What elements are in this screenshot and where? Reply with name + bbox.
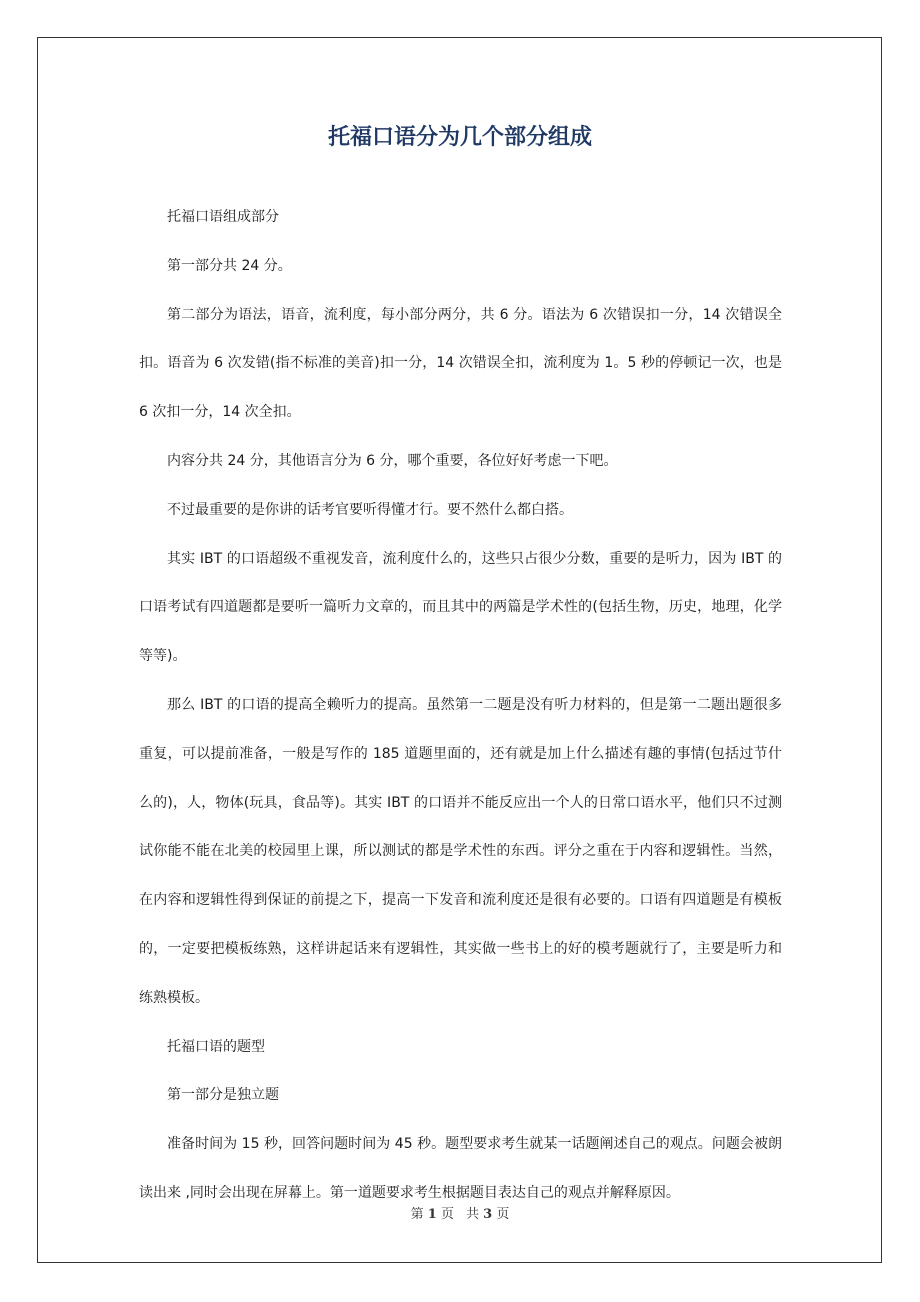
paragraph-10: 准备时间为 15 秒，回答问题时间为 45 秒。题型要求考生就某一话题阐述自己的观点。问题会被朗读出来 ,同时会出现在屏幕上。第一道题要求考生根据题目表达自己的观点并解释原因。 bbox=[139, 1136, 782, 1201]
paragraph-8: 托福口语的题型 bbox=[167, 1038, 265, 1055]
page-footer bbox=[0, 1205, 920, 1225]
paragraph-4: 内容分共 24 分，其他语言分为 6 分，哪个重要，各位好好考虑一下吧。 bbox=[167, 452, 618, 469]
paragraph-2: 第一部分共 24 分。 bbox=[167, 257, 292, 274]
paragraph-3: 第二部分为语法，语音，流利度，每小部分两分，共 6 分。语法为 6 次错误扣一分，14 次错误全扣。语音为 6 次发错(指不标准的美音)扣一分，14 次错误全扣，流利度为 1。5 秒的停顿记一次，也是 6 次扣一分，14 次全扣。 bbox=[139, 306, 782, 421]
document-body bbox=[139, 193, 782, 1218]
page-number-label: 第 1 页 bbox=[411, 1205, 454, 1225]
total-pages: 3 bbox=[483, 1207, 493, 1222]
current-page: 1 bbox=[427, 1207, 437, 1222]
total-pages-label: 共 3 页 bbox=[466, 1205, 509, 1225]
paragraph-1: 托福口语组成部分 bbox=[167, 209, 279, 225]
paragraph-9: 第一部分是独立题 bbox=[167, 1087, 279, 1104]
paragraph-7: 那么 IBT 的口语的提高全赖听力的提高。虽然第一二题是没有听力材料的，但是第一二题出题很多重复，可以提前准备，一般是写作的 185 道题里面的，还有就是加上什么描述有趣的事情(包括过节什么的)，人，物体(玩具，食品等)。其实 IBT 的口语并不能反应出一个人的日常口语水平，他们只不过测试你能不能在北美的校园里上课，所以测试的都是学术性的东西。评分之重在于内容和逻辑性。当然，在内容和逻辑性得到保证的前提之下，提高一下发音和流利度还是很有必要的。口语有四道题是有模板的，一定要把模板练熟，这样讲起话来有逻辑性，其实做一些书上的好的模考题就行了，主要是听力和练熟模板。 bbox=[139, 696, 782, 1006]
document-title: 托福口语分为几个部分组成 bbox=[327, 125, 592, 150]
paragraph-6: 其实 IBT 的口语超级不重视发音，流利度什么的，这些只占很少分数，重要的是听力，因为 IBT 的口语考试有四道题都是要听一篇听力文章的，而且其中的两篇是学术性的(包括生物，历史，地理，化学等等)。 bbox=[139, 550, 782, 665]
paragraph-5: 不过最重要的是你讲的话考官要听得懂才行。要不然什么都白搭。 bbox=[167, 501, 573, 518]
